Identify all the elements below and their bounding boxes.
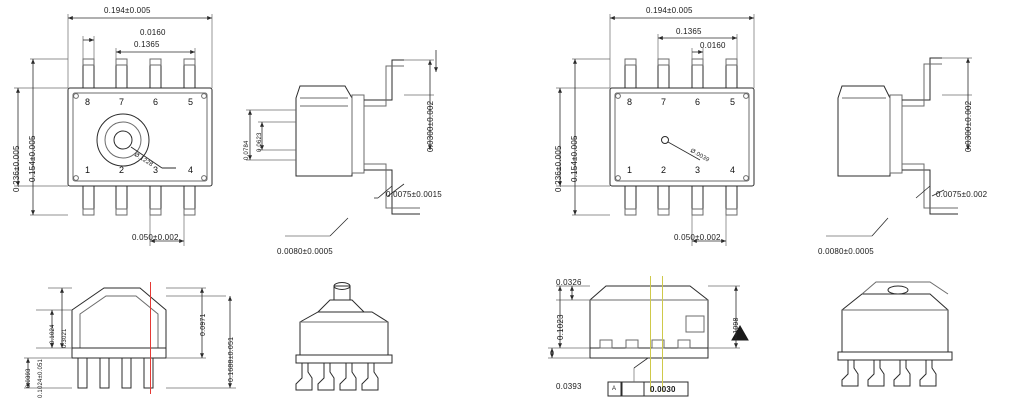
dim-rf-cap-height: 0.0326 bbox=[556, 278, 582, 287]
dim-lf-overall-height: 0.1688±0.051 bbox=[228, 336, 235, 382]
dim-left-top-lead-width: 0.050±0.002 bbox=[132, 233, 179, 242]
dim-right-side-height: 0.0300±0.002 bbox=[964, 100, 973, 152]
dim-right-top-overall-height: 0.236±0.005 bbox=[554, 145, 563, 192]
dim-left-top-pitch: 0.0160 bbox=[140, 28, 166, 37]
dim-rf-base-height: 0.0393 bbox=[556, 382, 582, 391]
dim-left-port-dia: Ø.1228 bbox=[132, 152, 154, 169]
pin-label-r6: 6 bbox=[695, 97, 701, 107]
datum-label-a: A bbox=[612, 386, 617, 392]
pin-label-4: 4 bbox=[188, 165, 194, 175]
pin-label-2: 2 bbox=[119, 165, 125, 175]
dim-right-top-lead-width: 0.050±0.002 bbox=[674, 233, 721, 242]
centerline-marker-red bbox=[150, 282, 151, 394]
dim-left-top-span: 0.1365 bbox=[134, 40, 160, 49]
pin-label-8: 8 bbox=[85, 97, 91, 107]
pin-label-r4: 4 bbox=[730, 165, 736, 175]
pin-label-1: 1 bbox=[85, 165, 91, 175]
dim-left-side-lead-thickness: 0.0075±0.0015 bbox=[386, 190, 442, 199]
dim-lf-cap-height: 0.1024 bbox=[50, 324, 56, 344]
dim-rf-body-height: 0.1098 bbox=[733, 317, 740, 340]
dim-lf-port-height: 0.3021 bbox=[62, 328, 68, 348]
dim-rf-overall-height: 0.1023 bbox=[556, 314, 565, 340]
dim-left-top-overall-height: 0.236±0.005 bbox=[12, 145, 21, 192]
dim-left-top-width: 0.194±0.005 bbox=[104, 6, 151, 15]
dim-right-side-lead-thickness: 0.0075±0.002 bbox=[936, 190, 988, 199]
dim-right-port-dia: Ø.0039 bbox=[689, 148, 711, 164]
pin-label-6: 6 bbox=[153, 97, 159, 107]
pin-label-5: 5 bbox=[188, 97, 194, 107]
pin-label-r5: 5 bbox=[730, 97, 736, 107]
dim-right-top-width: 0.194±0.005 bbox=[646, 6, 693, 15]
dim-right-top-body-height: 0.154±0.005 bbox=[570, 135, 579, 182]
dim-right-top-span: 0.1365 bbox=[676, 27, 702, 36]
dim-left-top-body-height: 0.154±0.005 bbox=[28, 135, 37, 182]
pin-label-r1: 1 bbox=[627, 165, 633, 175]
dim-left-side-gap2: 0.0623 bbox=[257, 132, 263, 152]
centerline-marker-yellow-2 bbox=[662, 276, 663, 392]
pin-label-7: 7 bbox=[119, 97, 125, 107]
dim-lf-base-height: 0.0393 bbox=[26, 368, 32, 388]
dim-left-side-height: 0.0300±0.002 bbox=[426, 100, 435, 152]
dim-left-side-foot-thickness: 0.0080±0.0005 bbox=[277, 247, 333, 256]
pin-label-r2: 2 bbox=[661, 165, 667, 175]
pin-label-3: 3 bbox=[153, 165, 159, 175]
dim-right-top-pitch: 0.0160 bbox=[700, 41, 726, 50]
centerline-marker-yellow-1 bbox=[650, 276, 651, 392]
dim-right-side-foot-thickness: 0.0080±0.0005 bbox=[818, 247, 874, 256]
datum-flatness-value: 0.0030 bbox=[650, 385, 676, 394]
dim-lf-top-height: 0.0971 bbox=[200, 313, 207, 336]
dim-lf-seat-height: 0.1024±0.051 bbox=[38, 358, 44, 398]
pin-label-r3: 3 bbox=[695, 165, 701, 175]
pin-label-r7: 7 bbox=[661, 97, 667, 107]
pin-label-r8: 8 bbox=[627, 97, 633, 107]
dim-left-side-gap1: 0.0784 bbox=[244, 140, 250, 160]
